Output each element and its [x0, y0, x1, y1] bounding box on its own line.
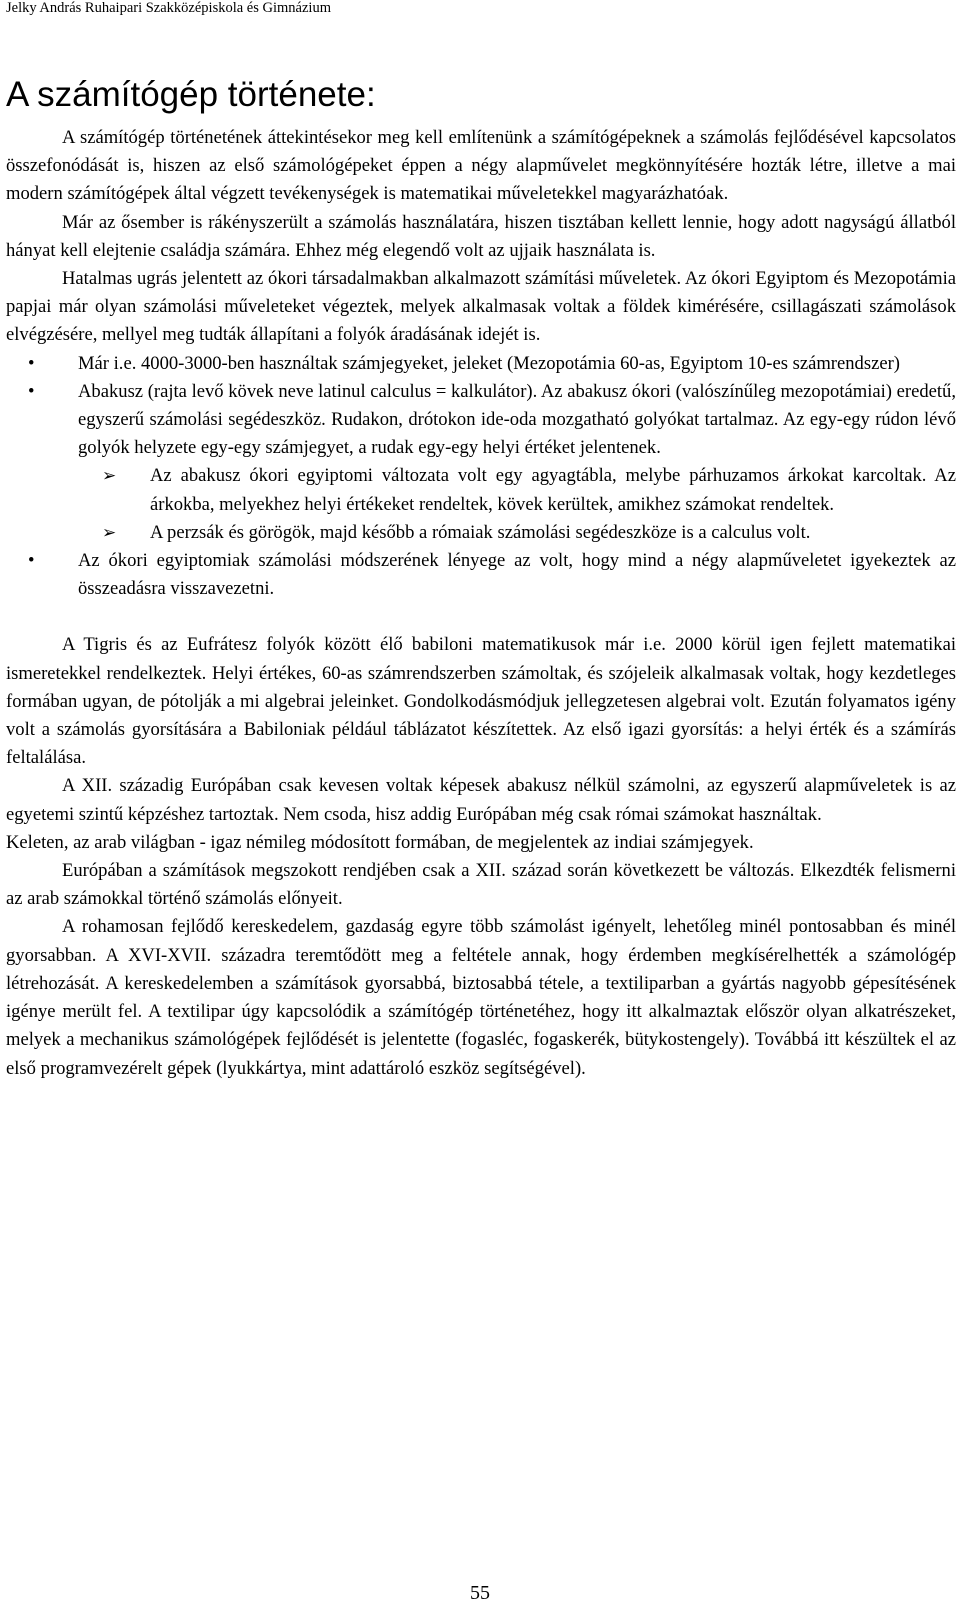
paragraph-babylon: A Tigris és az Eufrátesz folyók között élő babiloni matematikusok már i.e. 2000 körül igen fejlett matematikai ismeretekkel rendelkeztek. Helyi értékes, 60-as számrendszerben számoltak, és szójeleik alkalmasak voltak, hogy kezdetleges formában ugyan, de pótolják a mi algebrai jeleinket. Gondolkodásmódjuk jellegzetesen algebrai volt. Ezután folyamatos igény volt a számolás gyorsítására a Babiloniak például táblázatot készítettek. Az első igazi gyorsítás: a helyi érték és a számírás feltalálása. — [6, 634, 956, 769]
bullet-icon: • — [28, 550, 35, 572]
sub-list-item — [78, 519, 956, 547]
page-title: A számítógép története: — [6, 75, 376, 114]
sub-list-item-text: Az abakusz ókori egyiptomi változata volt egy agyagtábla, melybe párhuzamos árkokat karcoltak. Az árkokba, melyekhez helyi értékeket rendeltek, kövek kerültek, amikhez számokat rendeltek. — [150, 465, 956, 515]
bullet-icon: • — [28, 352, 35, 374]
list-item-text: Abakusz (rajta levő kövek neve latinul calculus = kalkulátor). Az abakusz ókori (valószínűleg mezopotámiai) eredetű, egyszerű számolási segédeszköz. Rudakon, drótokon ide-oda mozgatható golyókat tartalmaz. Az egy-egy rúdon lévő golyók helyzete egy-egy számjegyet, a rudak egy-egy helyi értéket jelentenek. — [78, 380, 956, 459]
sub-list-item — [78, 462, 956, 518]
paragraph-ancient: Hatalmas ugrás jelentett az ókori társadalmakban alkalmazott számítási műveletek. Az ókori Egyiptom és Mezopotámia papjai már olyan számolási műveleteket végeztek, melyek alkalmasak voltak a földek kimérésére, csillagászati számolások elvégzésére, mellyel meg tudták állapítani a folyók áradásának idejét is. — [6, 268, 956, 346]
list-item-text: Az ókori egyiptomiak számolási módszerének lényege az volt, hogy mind a négy alapműveletet igyekeztek az összeadásra visszavezetni. — [78, 550, 956, 600]
list-item-text: Már i.e. 4000-3000-ben használtak számjegyeket, jeleket (Mezopotámia 60-as, Egyiptom 10-es számrendszer) — [78, 352, 900, 374]
page-header: Jelky András Ruhaipari Szakközépiskola és Gimnázium — [6, 0, 331, 16]
sub-bullet-list — [78, 462, 956, 547]
paragraph-europe-abacus: A XII. századig Európában csak kevesen voltak képesek abakusz nélkül számolni, az egyszerű alapműveletek is az egyetemi szintű képzéshez tartoztak. Nem csoda, hisz addig Európában még csak római számokat használtak. — [6, 775, 956, 825]
paragraph-trade: A rohamosan fejlődő kereskedelem, gazdaság egyre több számolást igényelt, lehetőleg minél pontosabban és minél gyorsabban. A XVI-XVII. századra teremtődött meg a feltétele annak, hogy érdemben megkísérelhették a számológép létrehozását. A kereskedelemben a számítások gyorsabbá, biztosabbá tétele, a textiliparban a gyártás nagyobb gépesítésének igénye merült fel. A textilipar úgy kapcsolódik a számítógép történetéhez, hogy itt alkalmaztak először olyan alkatrészeket, melyek a mechanikus számológépek fejlődését is jelentette (fogasléc, fogaskerék, bütykostengely). Továbbá itt készültek el az első programvezérelt gépek (lyukkártya, mint adattároló eszköz segítségével). — [6, 916, 956, 1079]
list-item — [6, 350, 956, 378]
paragraph-prehistoric: Már az ősember is rákényszerült a számolás használatára, hiszen tisztában kellett lennie, hogy adott nagyságú állatból hányat kell elejtenie családja számára. Ehhez még elegendő volt az ujjaik használata is. — [6, 211, 956, 261]
arrowhead-icon: ➢ — [102, 522, 117, 543]
paragraph-arab-world: Keleten, az arab világban - igaz némileg módosított formában, de megjelentek az indiai számjegyek. — [6, 831, 754, 853]
bullet-icon: • — [28, 380, 35, 402]
paragraph-intro: A számítógép történetének áttekintésekor meg kell említenünk a számítógépeknek a számolás fejlődésével kapcsolatos összefonódását is, hiszen az első számológépeket éppen a négy alapművelet megkönnyítésére hozták létre, illetve a mai modern számítógépek által végzett tevékenységek is matematikai műveletekkel magyarázhatóak. — [6, 127, 956, 205]
list-item — [6, 378, 956, 547]
sub-list-item-text: A perzsák és görögök, majd később a rómaiak számolási segédeszköze is a calculus volt. — [150, 521, 811, 543]
list-item — [6, 547, 956, 603]
bullet-list — [6, 350, 956, 604]
blank-line — [6, 603, 956, 631]
page-number: 55 — [470, 1582, 490, 1604]
arrowhead-icon: ➢ — [102, 466, 117, 487]
document-body — [6, 124, 956, 1083]
paragraph-europe-change: Európában a számítások megszokott rendjében csak a XII. század során következett be változás. Elkezdték felismerni az arab számokkal történő számolás előnyeit. — [6, 860, 956, 910]
